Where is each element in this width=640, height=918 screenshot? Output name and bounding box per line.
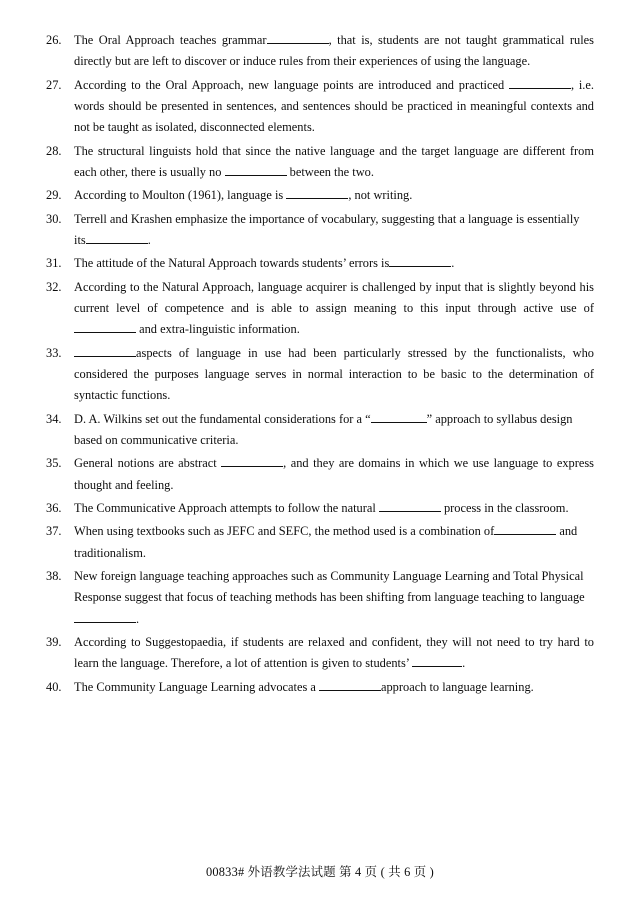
question-number: 40. [46, 679, 62, 694]
answer-blank[interactable] [267, 32, 329, 44]
question-text-run: The Community Language Learning advocates a [74, 679, 319, 694]
question-text-run: General notions are abstract [74, 456, 222, 471]
question-text-run: aspects of language in use had been particularly stressed by the functionalists, who considered the purposes language serves in normal interaction to be basic to the determination of syntactic functions. [74, 345, 594, 403]
question-text [74, 521, 594, 564]
question-text [74, 343, 594, 407]
question-text-run: . [147, 232, 151, 247]
question-text-run: According to the Natural Approach, language acquirer is challenged by input that is slightly beyond his current level of competence and is able to assign meaning to this input through active use of [74, 279, 594, 315]
question-text-run: The Communicative Approach attempts to follow the natural [74, 500, 379, 515]
question-item [46, 409, 594, 452]
question-text-run: According to Moulton (1961), language is [74, 188, 287, 203]
question-number: 26. [46, 33, 62, 47]
question-text-run: , and they are domains in which we use language to express thought and feeling. [74, 456, 594, 492]
answer-blank[interactable] [286, 187, 348, 199]
question-number: 29. [46, 188, 62, 203]
question-text-run: and extra-linguistic information. [136, 322, 300, 337]
answer-blank[interactable] [225, 164, 287, 176]
question-text [74, 677, 594, 698]
question-item [46, 453, 594, 496]
question-text-run: D. A. Wilkins set out the fundamental considerations for a “ [74, 411, 371, 426]
answer-blank[interactable] [509, 76, 571, 88]
question-text-run: and traditionalism. [74, 524, 578, 560]
question-number: 37. [46, 524, 62, 539]
answer-blank[interactable] [221, 455, 283, 467]
question-item [46, 209, 594, 252]
question-text [74, 253, 594, 274]
question-number: 32. [46, 279, 62, 294]
question-text [74, 453, 594, 496]
question-text [74, 498, 594, 519]
question-item [46, 498, 594, 519]
answer-blank[interactable] [319, 678, 381, 690]
question-text-run: , not writing. [348, 188, 413, 203]
question-item [46, 141, 594, 184]
question-text-run: New foreign language teaching approaches such as Community Language Learning and Total Physical Response suggest that focus of teaching methods has been shifting from language teaching to language [74, 568, 585, 605]
question-item [46, 185, 594, 206]
question-text [74, 409, 594, 452]
question-item [46, 75, 594, 139]
question-number: 38. [46, 568, 62, 583]
question-number: 36. [46, 500, 62, 515]
question-number: 27. [46, 77, 62, 92]
question-text [74, 632, 594, 675]
answer-blank[interactable] [371, 410, 427, 422]
question-number: 28. [46, 143, 62, 158]
answer-blank[interactable] [74, 610, 136, 622]
question-text [74, 75, 594, 139]
question-item [46, 277, 594, 341]
answer-blank[interactable] [412, 655, 462, 667]
question-item [46, 632, 594, 675]
question-number: 30. [46, 211, 62, 226]
question-text [74, 141, 594, 184]
question-item [46, 566, 594, 630]
question-text-run: Terrell and Krashen emphasize the importance of vocabulary, suggesting that a language is essentially its [74, 211, 580, 247]
question-text-run: , i.e. words should be presented in sentences, and sentences should be practiced in meaningful contexts and not be taught as isolated, disconnected elements. [74, 77, 594, 135]
question-text-run: According to Suggestopaedia, if students are relaxed and confident, they will not need to try hard to learn the language. Therefore, a lot of attention is given to students’ [74, 634, 594, 671]
question-text-run: approach to language learning. [380, 679, 534, 694]
question-text-run: The attitude of the Natural Approach towards students’ errors is [74, 256, 390, 271]
question-text [74, 277, 594, 341]
question-text-run: . [136, 611, 140, 626]
question-text [74, 185, 594, 206]
question-item [46, 521, 594, 564]
question-text-run: The Oral Approach teaches grammar [74, 33, 267, 47]
question-text-run: When using textbooks such as JEFC and SEFC, the method used is a combination of [74, 524, 495, 539]
answer-blank[interactable] [379, 499, 441, 511]
question-item [46, 30, 594, 73]
question-text [74, 209, 594, 252]
question-text [74, 566, 594, 630]
question-text-run: . [451, 256, 455, 271]
question-text-run: ” approach to syllabus design based on communicative criteria. [74, 411, 573, 447]
question-item [46, 677, 594, 698]
question-number: 33. [46, 345, 62, 360]
question-item [46, 253, 594, 274]
question-text [74, 30, 594, 73]
answer-blank[interactable] [86, 232, 148, 244]
question-text-run: The structural linguists hold that since the native language and the target language are different from each other, there is usually no [74, 143, 594, 179]
answer-blank[interactable] [74, 321, 136, 333]
answer-blank[interactable] [74, 344, 136, 356]
question-text-run: . [462, 656, 466, 671]
question-number: 31. [46, 256, 62, 271]
question-number: 35. [46, 456, 62, 471]
answer-blank[interactable] [389, 255, 451, 267]
question-item [46, 343, 594, 407]
question-text-run: between the two. [286, 164, 374, 179]
question-number: 34. [46, 411, 62, 426]
question-list [46, 30, 594, 698]
question-number: 39. [46, 634, 62, 649]
question-text-run: , that is, students are not taught grammatical rules directly but are left to discover or induce rules from their experiences of using the language. [74, 33, 594, 69]
question-text-run: According to the Oral Approach, new language points are introduced and practiced [74, 77, 509, 92]
page-footer: 00833# 外语教学法试题 第 4 页 ( 共 6 页 ) [206, 865, 434, 879]
question-text-run: process in the classroom. [440, 500, 569, 515]
answer-blank[interactable] [494, 523, 556, 535]
